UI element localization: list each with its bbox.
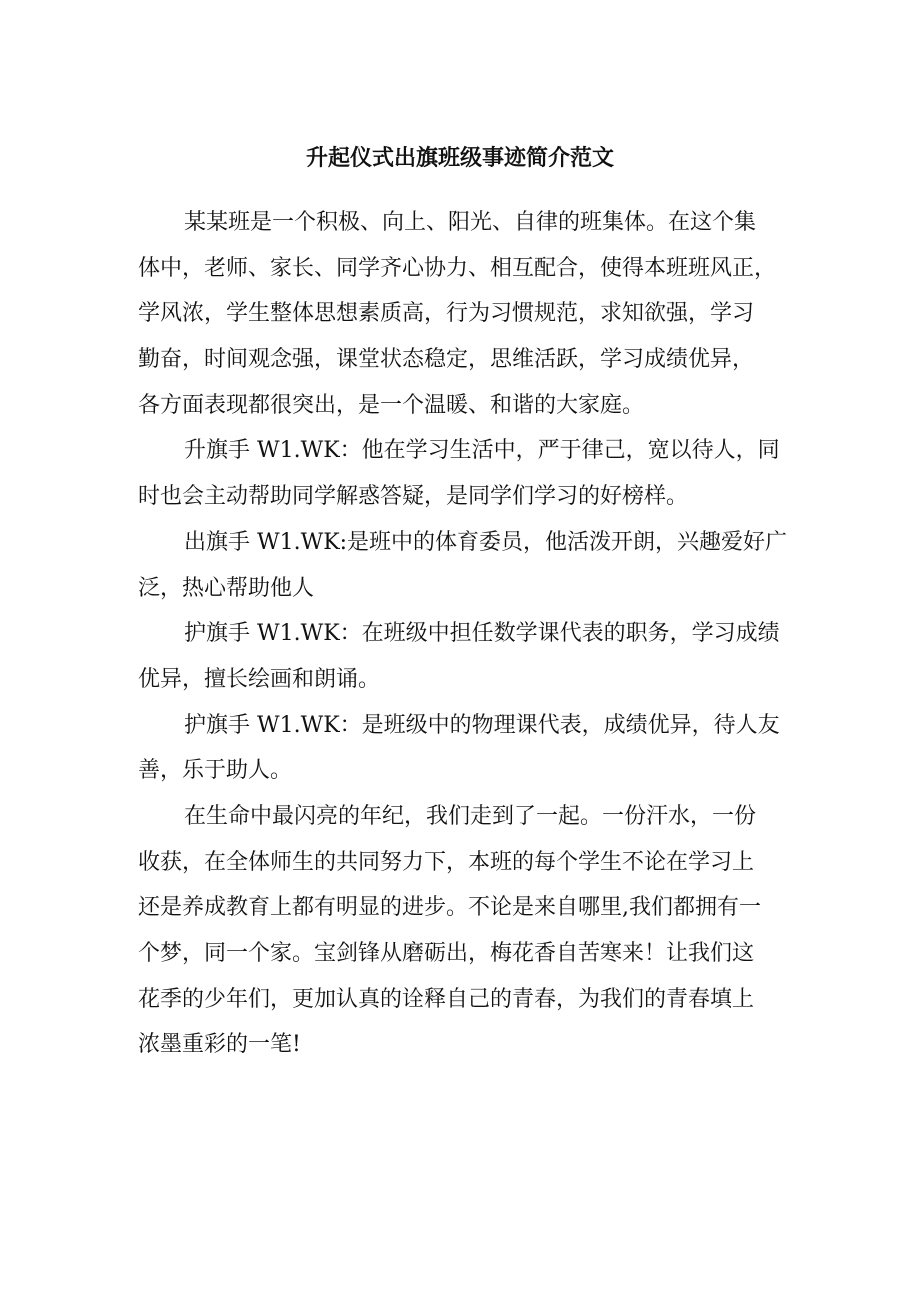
paragraph-conclusion — [138, 794, 798, 1068]
text-line: 收获，在全体师生的共同努力下，本班的每个学生不论在学习上 — [138, 849, 755, 875]
text-line: 泛，热心帮助他人 — [138, 575, 315, 601]
paragraph-flag-bearer — [138, 520, 798, 611]
text-line: 浓墨重彩的一笔! — [138, 1032, 301, 1058]
paragraph-class-intro — [138, 200, 798, 428]
text-line: 学风浓，学生整体思想素质高，行为习惯规范，求知欲强，学习 — [138, 301, 755, 327]
text-line: 个梦，同一个家。宝剑锋从磨砺出，梅花香自苦寒来！让我们这 — [138, 941, 755, 966]
text-line: 某某班是一个积极、向上、阳光、自律的班集体。在这个集 — [184, 210, 757, 235]
text-line: 还是养成教育上都有明显的进步。不论是来自哪里,我们都拥有一 — [138, 895, 761, 921]
document-title: 升起仪式出旗班级事迹简介范文 — [305, 146, 614, 171]
text-line: 护旗手 W1.WK：是班级中的物理课代表，成绩优异，待人友 — [184, 712, 780, 738]
text-line: 善，乐于助人。 — [138, 758, 293, 784]
text-line: 出旗手 W1.WK:是班中的体育委员，他活泼开朗，兴趣爱好广 — [184, 529, 788, 555]
text-line: 护旗手 W1.WK：在班级中担任数学课代表的职务，学习成绩 — [184, 621, 780, 647]
text-line: 体中，老师、家长、同学齐心协力、相互配合，使得本班班风正， — [138, 255, 777, 281]
paragraph-flag-guard-2 — [138, 703, 798, 794]
text-line: 时也会主动帮助同学解惑答疑，是同学们学习的好榜样。 — [138, 484, 689, 510]
document-body — [138, 200, 798, 1068]
text-line: 优异，擅长绘画和朗诵。 — [138, 666, 381, 692]
text-line: 各方面表现都很突出，是一个温暖、和谐的大家庭。 — [138, 392, 645, 418]
text-line: 勤奋，时间观念强，课堂状态稳定，思维活跃，学习成绩优异， — [138, 347, 755, 373]
paragraph-flag-raiser — [138, 428, 798, 519]
text-line: 升旗手 W1.WK：他在学习生活中，严于律己，宽以待人，同 — [184, 438, 780, 464]
text-line: 花季的少年们，更加认真的诠释自己的青春，为我们的青春填上 — [138, 986, 755, 1012]
text-line: 在生命中最闪亮的年纪，我们走到了一起。一份汗水，一份 — [184, 803, 757, 829]
paragraph-flag-guard-1 — [138, 611, 798, 702]
